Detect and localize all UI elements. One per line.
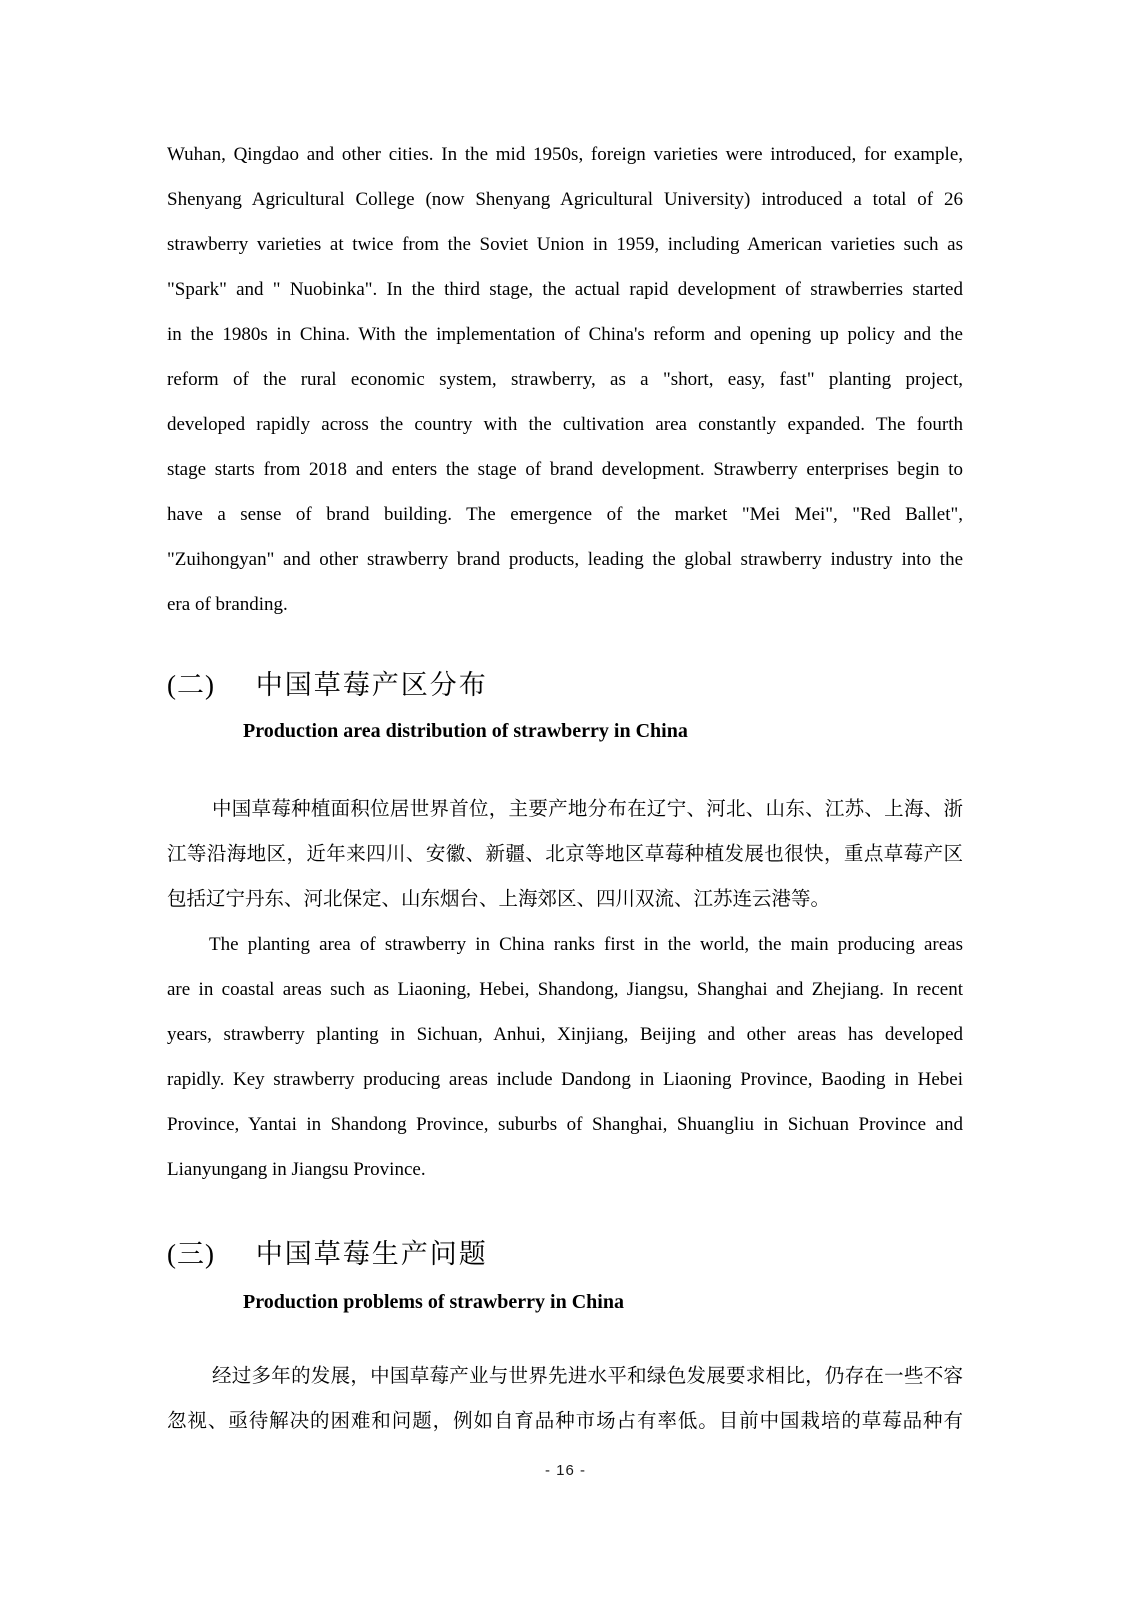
section-3-title-zh: 中国草莓生产问题 bbox=[255, 1239, 488, 1269]
section-3-numeral: (三) bbox=[167, 1239, 215, 1269]
section-2-numeral: (二) bbox=[167, 670, 215, 700]
text-line: 包括辽宁丹东、河北保定、山东烟台、上海郊区、四川双流、江苏连云港等。 bbox=[167, 889, 831, 910]
text-line: rapidly. Key strawberry producing areas include Dandong in Liaoning Province, Baoding in Hebei bbox=[167, 1069, 963, 1090]
section-3-subtitle-en: Production problems of strawberry in China bbox=[243, 1291, 624, 1313]
text-line: developed rapidly across the country with the cultivation area constantly expanded. The fourth bbox=[167, 414, 963, 435]
text-line: in the 1980s in China. With the implementation of China's reform and opening up policy and the bbox=[167, 324, 963, 345]
text-line: strawberry varieties at twice from the Soviet Union in 1959, including American varieties such as bbox=[167, 234, 963, 255]
text-line: "Spark" and " Nuobinka". In the third stage, the actual rapid development of strawberries started bbox=[167, 279, 963, 300]
text-line: Lianyungang in Jiangsu Province. bbox=[167, 1159, 426, 1180]
text-line: are in coastal areas such as Liaoning, Hebei, Shandong, Jiangsu, Shanghai and Zhejiang. In recent bbox=[167, 979, 963, 1000]
paragraph-distribution-english bbox=[167, 922, 963, 1192]
text-line: have a sense of brand building. The emergence of the market "Mei Mei", "Red Ballet", bbox=[167, 504, 963, 525]
section-3-heading bbox=[167, 1234, 963, 1274]
text-line: Shenyang Agricultural College (now Shenyang Agricultural University) introduced a total of 26 bbox=[167, 189, 963, 210]
text-line: Wuhan, Qingdao and other cities. In the mid 1950s, foreign varieties were introduced, for example, bbox=[167, 144, 963, 165]
section-2-subtitle-en: Production area distribution of strawberry in China bbox=[243, 720, 688, 742]
section-2-heading bbox=[167, 665, 963, 705]
text-line: Province, Yantai in Shandong Province, suburbs of Shanghai, Shuangliu in Sichuan Province and bbox=[167, 1114, 963, 1135]
text-line: The planting area of strawberry in China ranks first in the world, the main producing areas bbox=[209, 934, 963, 955]
text-line: "Zuihongyan" and other strawberry brand products, leading the global strawberry industry into the bbox=[167, 549, 963, 570]
text-line: 中国草莓种植面积位居世界首位，主要产地分布在辽宁、河北、山东、江苏、上海、浙 bbox=[212, 799, 963, 820]
text-line: era of branding. bbox=[167, 594, 288, 615]
text-line: reform of the rural economic system, strawberry, as a "short, easy, fast" planting project, bbox=[167, 369, 963, 390]
page-number: - 16 - bbox=[544, 1462, 586, 1479]
text-line: 经过多年的发展，中国草莓产业与世界先进水平和绿色发展要求相比，仍存在一些不容 bbox=[212, 1366, 963, 1387]
text-line: stage starts from 2018 and enters the stage of brand development. Strawberry enterprises begin to bbox=[167, 459, 963, 480]
section-2-title-zh: 中国草莓产区分布 bbox=[255, 670, 488, 700]
paragraph-distribution-chinese bbox=[167, 787, 963, 922]
text-line: years, strawberry planting in Sichuan, Anhui, Xinjiang, Beijing and other areas has developed bbox=[167, 1024, 963, 1045]
text-line: 江等沿海地区，近年来四川、安徽、新疆、北京等地区草莓种植发展也很快，重点草莓产区 bbox=[167, 844, 963, 865]
text-line: 忽视、亟待解决的困难和问题，例如自育品种市场占有率低。目前中国栽培的草莓品种有 bbox=[167, 1411, 963, 1432]
paragraph-history-english bbox=[167, 132, 963, 627]
paragraph-problems-chinese bbox=[167, 1354, 963, 1444]
